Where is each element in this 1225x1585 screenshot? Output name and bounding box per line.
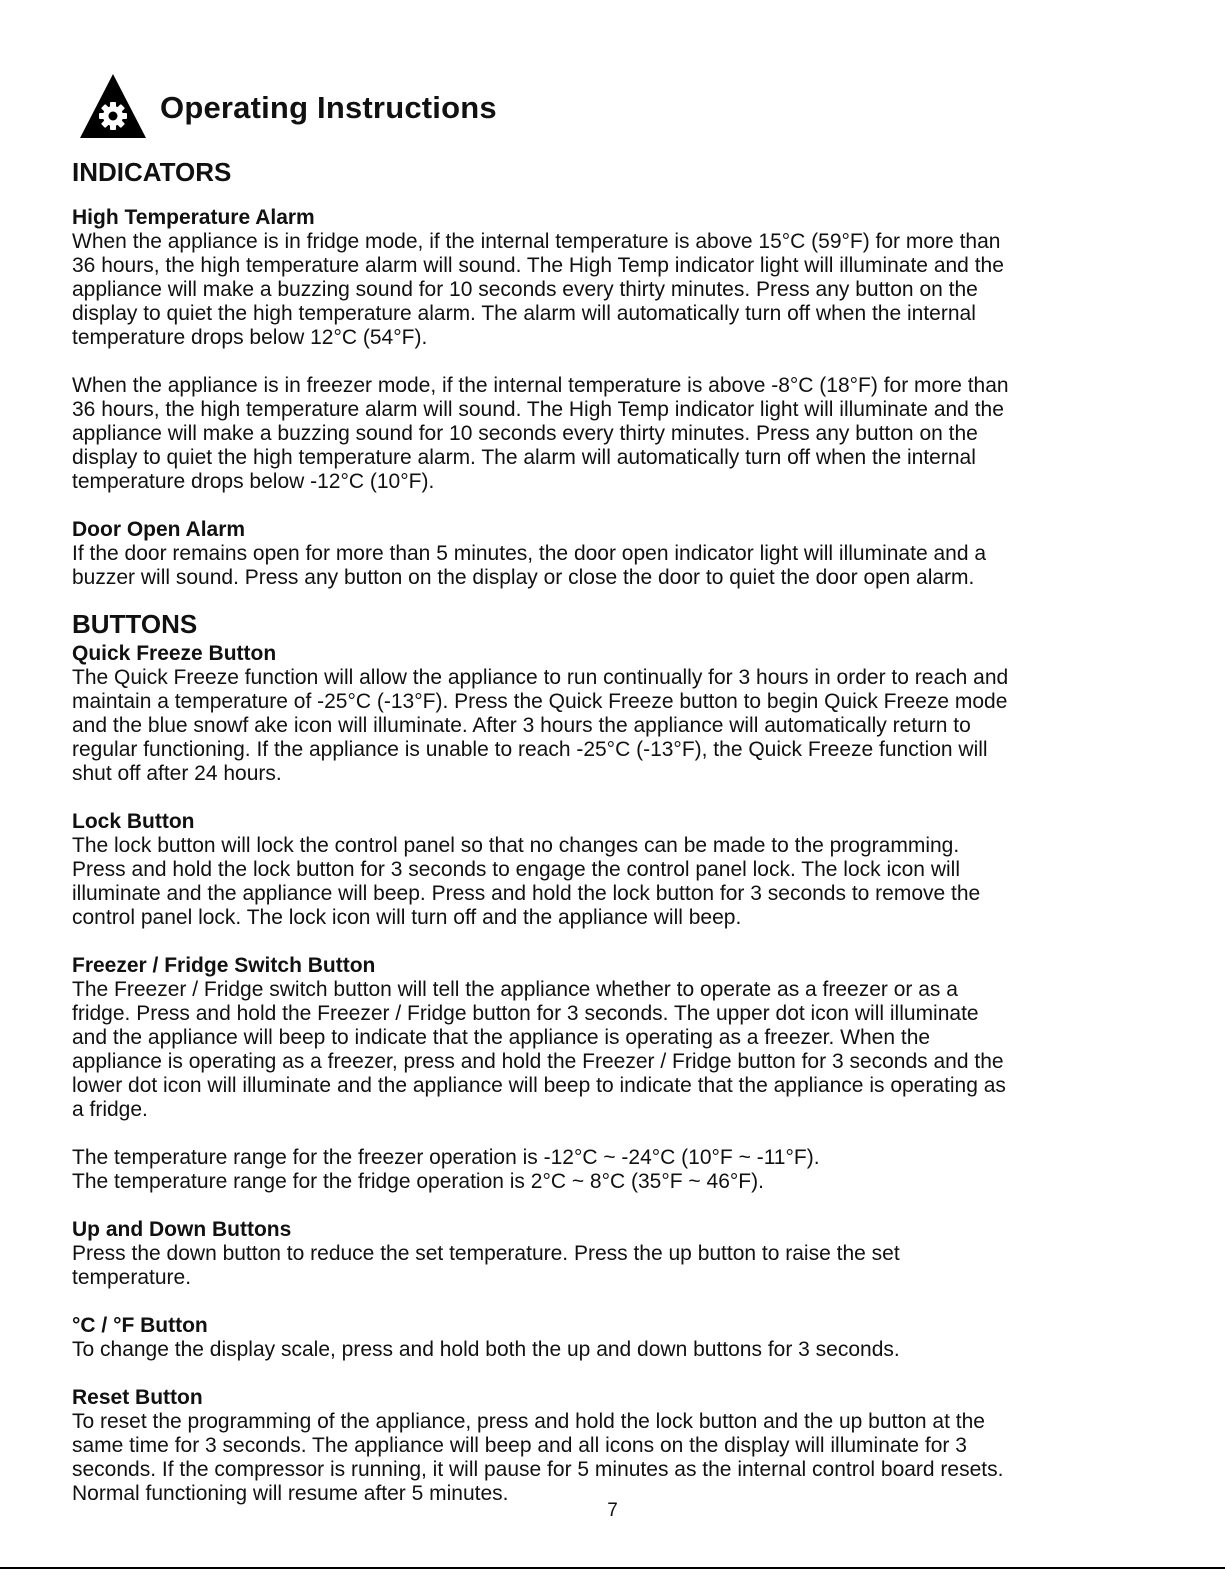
page-header [78,72,497,140]
spacer [72,190,1152,206]
scale-button-heading: °C / °F Button [72,1314,208,1337]
high-temp-freezer-paragraph: When the appliance is in freezer mode, if the internal temperature is above -8°C (18°F) for more than 36 hours, the high temperature alarm will sound. The High Temp indicator light will illuminate and the appliance will make a buzzing sound for 10 seconds every thirty minutes. Press any button on the display to quiet the high temperature alarm. The alarm will automatically turn off when the internal temperature drops below -12°C (10°F). [72,374,1009,493]
bottom-rule [0,1567,1225,1569]
switch-button-heading: Freezer / Fridge Switch Button [72,954,376,977]
high-temp-alarm-heading: High Temperature Alarm [72,206,315,229]
up-down-buttons-paragraph: Press the down button to reduce the set temperature. Press the up button to raise the set temperature. [72,1242,900,1289]
spacer [72,590,1152,606]
up-down-buttons-heading: Up and Down Buttons [72,1218,292,1241]
indicators-heading: INDICATORS [72,157,232,187]
spacer [72,1194,1152,1218]
spacer [72,1290,1152,1314]
spacer [72,494,1152,518]
high-temp-fridge-paragraph: When the appliance is in fridge mode, if the internal temperature is above 15°C (59°F) for more than 36 hours, the high temperature alarm will sound. The High Temp indicator light will illuminate and the appliance will make a buzzing sound for 10 seconds every thirty minutes. Press any button on the display to quiet the high temperature alarm. The alarm will automatically turn off when the internal temperature drops below 12°C (54°F). [72,230,1004,349]
quick-freeze-paragraph: The Quick Freeze function will allow the appliance to run continually for 3 hours in order to reach and maintain a temperature of -25°C (-13°F). Press the Quick Freeze button to begin Quick Freeze mode and the blue snowf ake icon will illuminate. After 3 hours the appliance will automatically return to regular functioning. If the appliance is unable to reach -25°C (-13°F), the Quick Freeze function will shut off after 24 hours. [72,666,1009,785]
buttons-heading: BUTTONS [72,609,198,639]
switch-button-paragraph: The Freezer / Fridge switch button will tell the appliance whether to operate as a freezer or as a fridge. Press and hold the Freezer / Fridge button for 3 seconds. The upper dot icon will illuminate and the appliance will beep to indicate that the appliance is operating as a freezer. When the appliance is operating as a freezer, press and hold the Freezer / Fridge button for 3 seconds and the lower dot icon will illuminate and the appliance will beep to indicate that the appliance is operating as a fridge. [72,978,1006,1121]
fridge-range-line: The temperature range for the fridge operation is 2°C ~ 8°C (35°F ~ 46°F). [72,1170,764,1193]
scale-button-paragraph: To change the display scale, press and hold both the up and down buttons for 3 seconds. [72,1338,900,1361]
spacer [72,1362,1152,1386]
quick-freeze-heading: Quick Freeze Button [72,642,277,665]
door-open-alarm-paragraph: If the door remains open for more than 5 minutes, the door open indicator light will illuminate and a buzzer will sound. Press any button on the display or close the door to quiet the door open alarm. [72,542,987,589]
spacer [72,1122,1152,1146]
warning-gear-icon [78,72,148,140]
reset-button-paragraph: To reset the programming of the appliance, press and hold the lock button and the up button at the same time for 3 seconds. The appliance will beep and all icons on the display will illuminate for 3 seconds. If the compressor is running, it will pause for 5 minutes as the internal control board resets. Normal functioning will resume after 5 minutes. [72,1410,1004,1505]
spacer [72,930,1152,954]
door-open-alarm-heading: Door Open Alarm [72,518,246,541]
page-number: 7 [607,1500,618,1521]
spacer [72,786,1152,810]
reset-button-heading: Reset Button [72,1386,203,1409]
lock-button-paragraph: The lock button will lock the control panel so that no changes can be made to the programming. Press and hold the lock button for 3 seconds to engage the control panel lock. The lock icon will illuminate and the appliance will beep. Press and hold the lock button for 3 seconds to remove the control panel lock. The lock icon will turn off and the appliance will beep. [72,834,981,929]
lock-button-heading: Lock Button [72,810,195,833]
document-body [72,154,1152,1506]
freezer-range-line: The temperature range for the freezer operation is -12°C ~ -24°C (10°F ~ -11°F). [72,1146,820,1169]
page-title: Operating Instructions [160,90,497,125]
spacer [72,350,1152,374]
